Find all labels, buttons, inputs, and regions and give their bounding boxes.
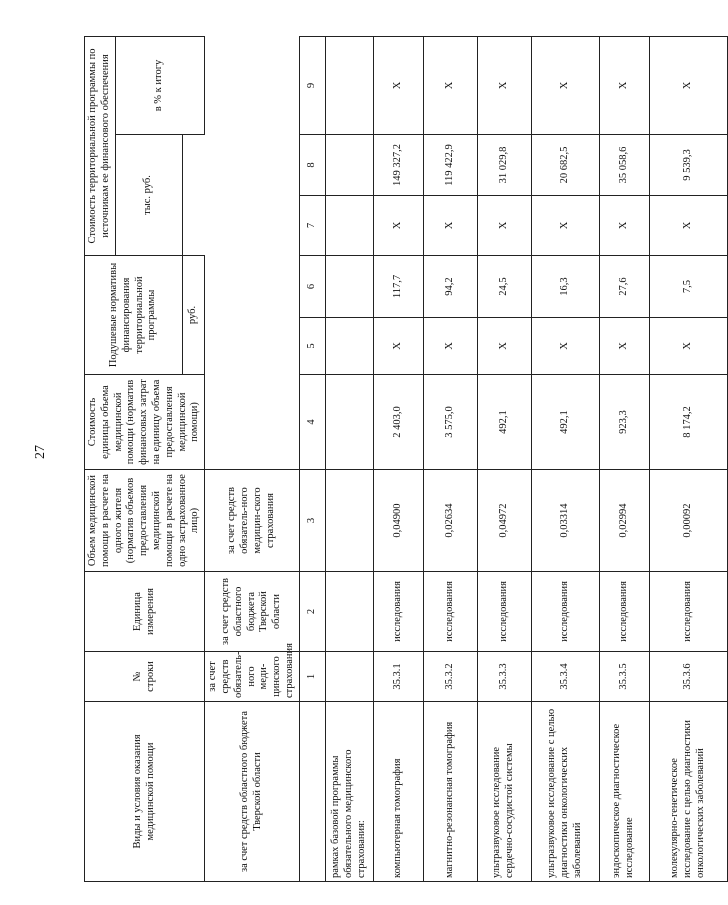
- row-number: 35.3.2: [423, 652, 477, 702]
- rotated-table-container: [84, 37, 706, 882]
- header-percent: в % к итогу: [115, 37, 205, 135]
- table-row: [477, 37, 531, 882]
- row-cost-regional: X: [373, 196, 423, 256]
- row-unit: исследования: [531, 572, 599, 652]
- row-name: молекулярно-генетическое исследование с целью диагностики онкологических заболеваний: [649, 702, 727, 882]
- row-percent: X: [531, 37, 599, 135]
- table-row: [599, 37, 649, 882]
- header-unit: Единица измерения: [85, 572, 205, 652]
- row-norm-regional: X: [531, 318, 599, 375]
- header-norm-oms: за счет средств обязатель-ного меди-цинского страхования: [205, 652, 300, 702]
- header-row-number: № строки: [85, 652, 205, 702]
- row-cost-regional: X: [599, 196, 649, 256]
- column-number: [299, 702, 325, 882]
- table-row: [531, 37, 599, 882]
- row-cost-oms: 149 327,2: [373, 135, 423, 196]
- header-cost-regional: за счет средств областного бюджета Тверской области: [205, 572, 300, 652]
- row-number: 35.3.3: [477, 652, 531, 702]
- row-cost-regional: X: [477, 196, 531, 256]
- row-cost-regional: X: [649, 196, 727, 256]
- row-unit-cost: 492,1: [477, 375, 531, 470]
- column-number: 5: [299, 318, 325, 375]
- table-row: [649, 37, 727, 882]
- column-number: 7: [299, 196, 325, 256]
- row-norm-regional: X: [373, 318, 423, 375]
- row-norm-regional: X: [649, 318, 727, 375]
- row-cost-regional: X: [423, 196, 477, 256]
- column-number: 3: [299, 470, 325, 572]
- column-number: 2: [299, 572, 325, 652]
- row-norm-oms: 117,7: [373, 256, 423, 318]
- row-norm-oms: 94,2: [423, 256, 477, 318]
- row-norm-regional: X: [477, 318, 531, 375]
- row-number: 35.3.5: [599, 652, 649, 702]
- row-volume: 0,00092: [649, 470, 727, 572]
- column-number: 1: [299, 652, 325, 702]
- row-norm-regional: X: [423, 318, 477, 375]
- row-cost-oms: 35 058,6: [599, 135, 649, 196]
- row-number: 35.3.4: [531, 652, 599, 702]
- row-volume: 0,03314: [531, 470, 599, 572]
- row-volume: 0,04972: [477, 470, 531, 572]
- section-label: рамках базовой программы обязательного медицинского страхования:: [325, 702, 373, 882]
- row-unit-cost: 8 174,2: [649, 375, 727, 470]
- row-unit: исследования: [423, 572, 477, 652]
- row-cost-regional: X: [531, 196, 599, 256]
- row-unit-cost: 492,1: [531, 375, 599, 470]
- header-unit-cost: Стоимость единицы объема медицинской помощи (норматив финансовых затрат на единицу объема предоставления медицинской помощи): [85, 375, 205, 470]
- table-row: [373, 37, 423, 882]
- row-unit-cost: 923,3: [599, 375, 649, 470]
- row-percent: X: [477, 37, 531, 135]
- column-number: 8: [299, 135, 325, 196]
- row-number: 35.3.1: [373, 652, 423, 702]
- row-cost-oms: 31 029,8: [477, 135, 531, 196]
- column-number: 6: [299, 256, 325, 318]
- header-rub: руб.: [183, 256, 205, 375]
- row-volume: 0,02634: [423, 470, 477, 572]
- header-cost-oms: за счет средств обязатель-ного медицин-ского страхования: [205, 470, 300, 572]
- row-percent: X: [599, 37, 649, 135]
- row-name: ультразвуковое исследование сердечно-сосудистой системы: [477, 702, 531, 882]
- row-cost-oms: 20 682,5: [531, 135, 599, 196]
- header-program-cost: Стоимость территориальной программы по источникам ее финансового обеспечения: [85, 37, 116, 256]
- header-normatives: Подушевые нормативы финансирования территориальной программы: [85, 256, 183, 375]
- row-volume: 0,02994: [599, 470, 649, 572]
- row-norm-oms: 27,6: [599, 256, 649, 318]
- header-types: Виды и условия оказания медицинской помощи: [85, 702, 205, 882]
- row-name: компьютерная томография: [373, 702, 423, 882]
- table-row: [423, 37, 477, 882]
- row-unit: исследования: [373, 572, 423, 652]
- column-number: 9: [299, 37, 325, 135]
- column-number: 4: [299, 375, 325, 470]
- row-number: 35.3.6: [649, 652, 727, 702]
- row-percent: X: [373, 37, 423, 135]
- row-unit: исследования: [649, 572, 727, 652]
- row-percent: X: [649, 37, 727, 135]
- row-percent: X: [423, 37, 477, 135]
- row-cost-oms: 119 422,9: [423, 135, 477, 196]
- row-volume: 0,04900: [373, 470, 423, 572]
- row-unit-cost: 2 403,0: [373, 375, 423, 470]
- header-norm-regional: за счет средств областного бюджета Тверской области: [205, 702, 300, 882]
- row-name: магнитно-резонансная томография: [423, 702, 477, 882]
- row-unit-cost: 3 575,0: [423, 375, 477, 470]
- page-number: 27: [33, 445, 48, 459]
- row-norm-oms: 7,5: [649, 256, 727, 318]
- row-name: эндоскопическое диагностическое исследование: [599, 702, 649, 882]
- row-norm-oms: 24,5: [477, 256, 531, 318]
- header-thous-rub: тыс. руб.: [115, 135, 183, 256]
- row-unit: исследования: [599, 572, 649, 652]
- row-unit: исследования: [477, 572, 531, 652]
- financing-table: [84, 36, 728, 882]
- row-cost-oms: 9 539,3: [649, 135, 727, 196]
- row-name: ультразвуковое исследование с целью диагностики онкологических заболеваний: [531, 702, 599, 882]
- header-volume: Объем медицинской помощи в расчете на одного жителя (норматив объемов предоставления медицинской помощи в расчете на одно застрахованное лицо): [85, 470, 205, 572]
- row-norm-regional: X: [599, 318, 649, 375]
- row-norm-oms: 16,3: [531, 256, 599, 318]
